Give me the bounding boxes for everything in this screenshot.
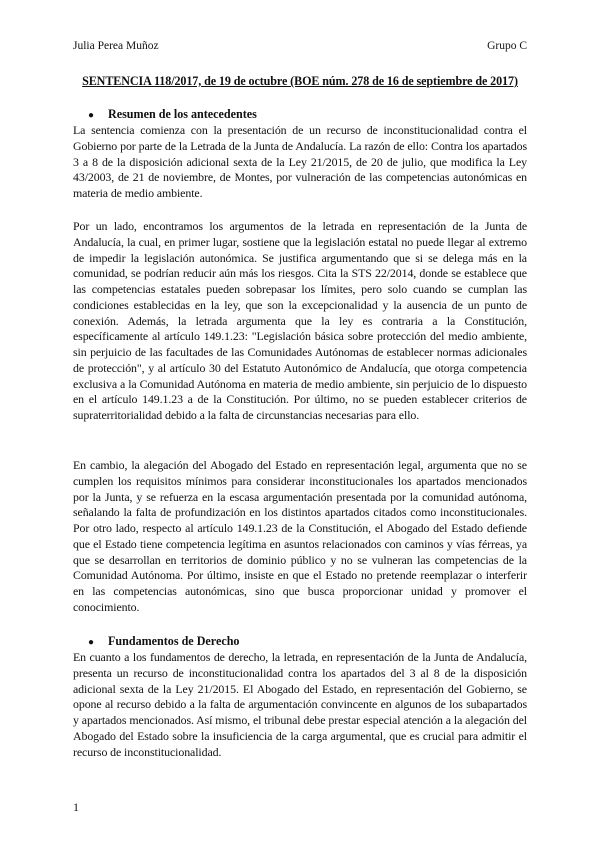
paragraph: La sentencia comienza con la presentación de un recurso de inconstitucionalidad contra el Gobierno por parte de la Letrada de la Junta de Andalucía. La razón de ello: Contra los apartados 3 a 8 de la disposición adicional sexta de la Ley 21/2015, de 20 de julio, que modifica la Ley 43/2003, de 21 de noviembre, de Montes, por vulneración de las competencias autonómicas en materia de medio ambiente.: [73, 123, 527, 200]
bullet-icon: ●: [88, 110, 95, 121]
paragraph: En cambio, la alegación del Abogado del Estado en representación legal, argumenta que no se cumplen los requisitos mínimos para considerar inconstitucionales los apartados mencionados por la Junta, y se refuerza en la escasa argumentación presentada por la comunidad autónoma, señalando la falta de profundización en los distintos apartados citados como inconstitucionales. Por otro lado, respecto al artículo 149.1.23 de la Constitución, el Abogado del Estado defiende que el Estado tiene competencia legítima en asuntos relacionados con caminos y vías férreas, ya que se desarrollan en territorios de dominio público y no se vulneran las competencias de la Comunidad Autónoma. Por último, insiste en que el Estado no pretende reemplazar o interferir en las competencias autonómicas, sino que busca proporcionar unidad y promover el conocimiento.: [73, 458, 527, 614]
header-author: Julia Perea Muñoz: [73, 40, 159, 52]
document-title: SENTENCIA 118/2017, de 19 de octubre (BOE núm. 278 de 16 de septiembre de 2017): [82, 74, 518, 88]
section-heading-fundamentos: [88, 634, 239, 649]
paragraph: Por un lado, encontramos los argumentos de la letrada en representación de la Junta de Andalucía, la cual, en primer lugar, sostiene que la legislación estatal no puede llegar al extremo de impedir la legislación autonómica. Se justifica argumentando que si se delega más en la comunidad, se podrían reducir aún más los riesgos. Cita la STS 22/2014, donde se establece que las competencias estatales pueden sobrepasar los límites, pero solo cuando se cumplan las condiciones establecidas en la ley, que son la excepcionalidad y la ausencia de un punto de conexión. Además, la letrada argumenta que la ley es contraria a la Constitución, específicamente al artículo 149.1.23: "Legislación básica sobre protección del medio ambiente, sin perjuicio de las facultades de las Comunidades Autónomas de establecer normas adicionales de protección", y al artículo 30 del Estatuto Autonómico de Andalucía, que otorga competencia exclusiva a la Comunidad Autónoma en materia de medio ambiente, sin perjuicio de lo dispuesto en el artículo 149.1.23 a de la Constitución. Por último, no se pueden establecer criterios de supraterritorialidad debido a la falta de circunstancias necesarias para ello.: [73, 219, 527, 422]
page-number: 1: [73, 800, 79, 814]
section-heading-text: Fundamentos de Derecho: [108, 634, 240, 648]
header-group: Grupo C: [487, 40, 527, 52]
bullet-icon: ●: [88, 637, 95, 648]
paragraph: En cuanto a los fundamentos de derecho, la letrada, en representación de la Junta de Andalucía, presenta un recurso de inconstitucionalidad contra los apartados del 3 al 8 de la disposición adicional sexta de la Ley 21/2015. El Abogado del Estado, en representación del Gobierno, se opone al recurso debido a la falta de argumentación convincente en algunos de los subapartados y apartados mencionados. Así mismo, el tribunal debe prestar especial atención a la alegación del Abogado del Estado sobre la insuficiencia de la carga argumental, que es crucial para admitir el recurso de inconstitucionalidad.: [73, 650, 527, 759]
section-heading-text: Resumen de los antecedentes: [108, 107, 257, 121]
section-heading-antecedentes: [88, 107, 257, 122]
